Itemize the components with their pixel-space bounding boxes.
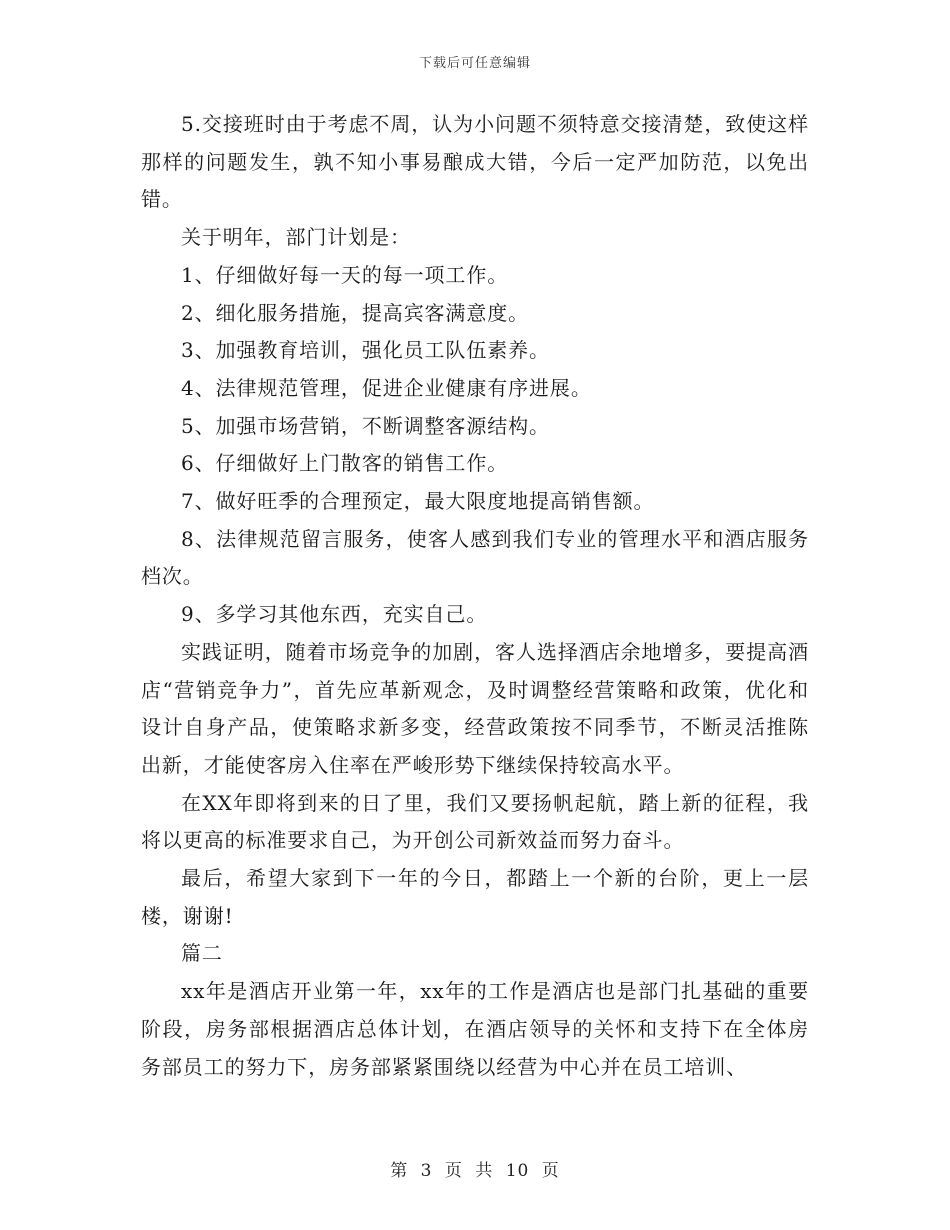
list-item: 4、法律规范管理，促进企业健康有序进展。 (181, 375, 592, 400)
list-item: 3、加强教育培训，强化员工队伍素养。 (181, 338, 550, 363)
paragraph: 最后，希望大家到下一年的今日，都踏上一个新的台阶，更上一层楼，谢谢! (141, 866, 809, 928)
page-header: 下载后可任意编辑 (418, 56, 531, 71)
paragraph: xx年是酒店开业第一年，xx年的工作是酒店也是部门扎基础的重要阶段，房务部根据酒店总体计划，在酒店领导的关怀和支持下在全体房务部员工的努力下，房务部紧紧围绕以经营为中心并在员工培训、 (141, 979, 809, 1079)
list-item: 7、做好旺季的合理预定，最大限度地提高销售额。 (181, 489, 655, 514)
paragraph: 在XX年即将到来的日了里，我们又要扬帆起航，踏上新的征程，我将以更高的标准要求自己，为开创公司新效益而努力奋斗。 (141, 790, 809, 853)
document-body (141, 106, 809, 1086)
paragraph: 5.交接班时由于考虑不周，认为小问题不须特意交接清楚，致使这样那样的问题发生，孰不知小事易酿成大错，今后一定严加防范，以免出错。 (141, 112, 809, 212)
paragraph: 实践证明，随着市场竞争的加剧，客人选择酒店余地增多，要提高酒店“营销竞争力”，首先应革新观念，及时调整经营策略和政策，优化和设计自身产品，使策略求新多变，经营政策按不同季节，不断灵活推陈出新，才能使客房入住率在严峻形势下继续保持较高水平。 (141, 639, 809, 777)
section-heading: 篇二 (181, 941, 223, 966)
paragraph: 关于明年，部门计划是： (181, 225, 411, 250)
list-item: 2、细化服务措施，提高宾客满意度。 (181, 300, 530, 325)
page-number-footer: 第 3 页 共 10 页 (390, 1161, 560, 1181)
list-item: 8、法律规范留言服务，使客人感到我们专业的管理水平和酒店服务档次。 (141, 526, 809, 589)
list-item: 5、加强市场营销，不断调整客源结构。 (181, 413, 550, 438)
list-item: 9、多学习其他东西，充实自己。 (181, 602, 488, 627)
list-item: 6、仔细做好上门散客的销售工作。 (181, 451, 509, 476)
list-item: 1、仔细做好每一天的每一项工作。 (181, 262, 509, 287)
